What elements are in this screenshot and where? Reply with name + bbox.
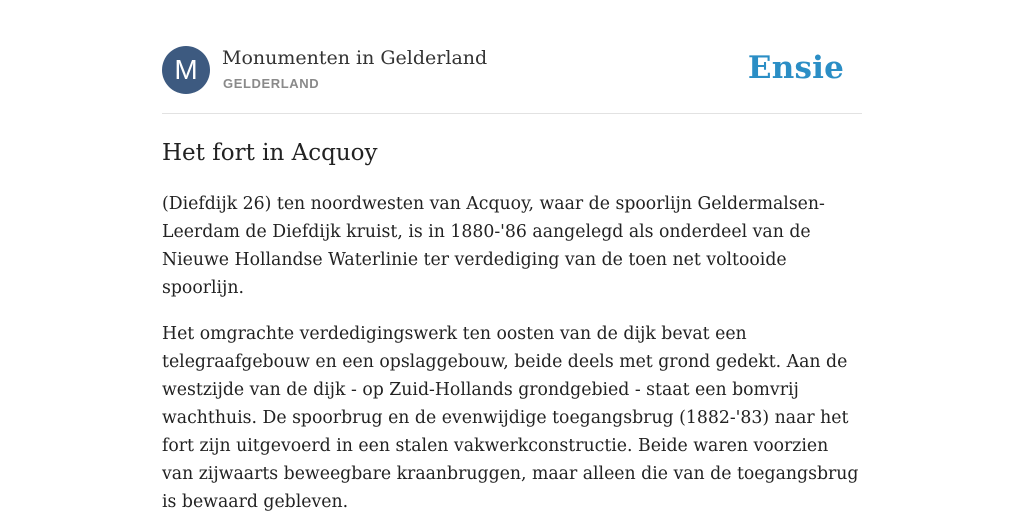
article-paragraph: Het omgrachte verdedigingswerk ten oosten van de dijk bevat een telegraafgebouw en een opslaggebouw, beide deels met grond gedekt. Aan de westzijde van de dijk - op Zuid-Hollands grondgebied - staat een bomvrij wachthuis. De spoorbrug en de evenwijdige toegangsbrug (1882-'83) naar het fort zijn uitgevoerd in een stalen vakwerkconstructie. Beide waren voorzien van zijwaarts beweegbare kraanbruggen, maar alleen die van de toegangsbrug is bewaard gebleven.: [162, 324, 859, 512]
source-subtitle[interactable]: GELDERLAND: [223, 76, 320, 91]
article-title: Het fort in Acquoy: [162, 140, 378, 166]
header-divider: [162, 113, 862, 114]
header: [162, 46, 862, 96]
source-avatar[interactable]: M: [162, 46, 210, 94]
article-paragraph: (Diefdijk 26) ten noordwesten van Acquoy, waar de spoorlijn Geldermalsen-Leerdam de Diefdijk kruist, is in 1880-'86 aangelegd als onderdeel van de Nieuwe Hollandse Waterlinie ter verdediging van de toen net voltooide spoorlijn.: [162, 194, 825, 298]
source-name[interactable]: Monumenten in Gelderland: [222, 47, 488, 69]
ensie-logo[interactable]: Ensie: [747, 50, 844, 86]
article-body: [162, 190, 862, 512]
